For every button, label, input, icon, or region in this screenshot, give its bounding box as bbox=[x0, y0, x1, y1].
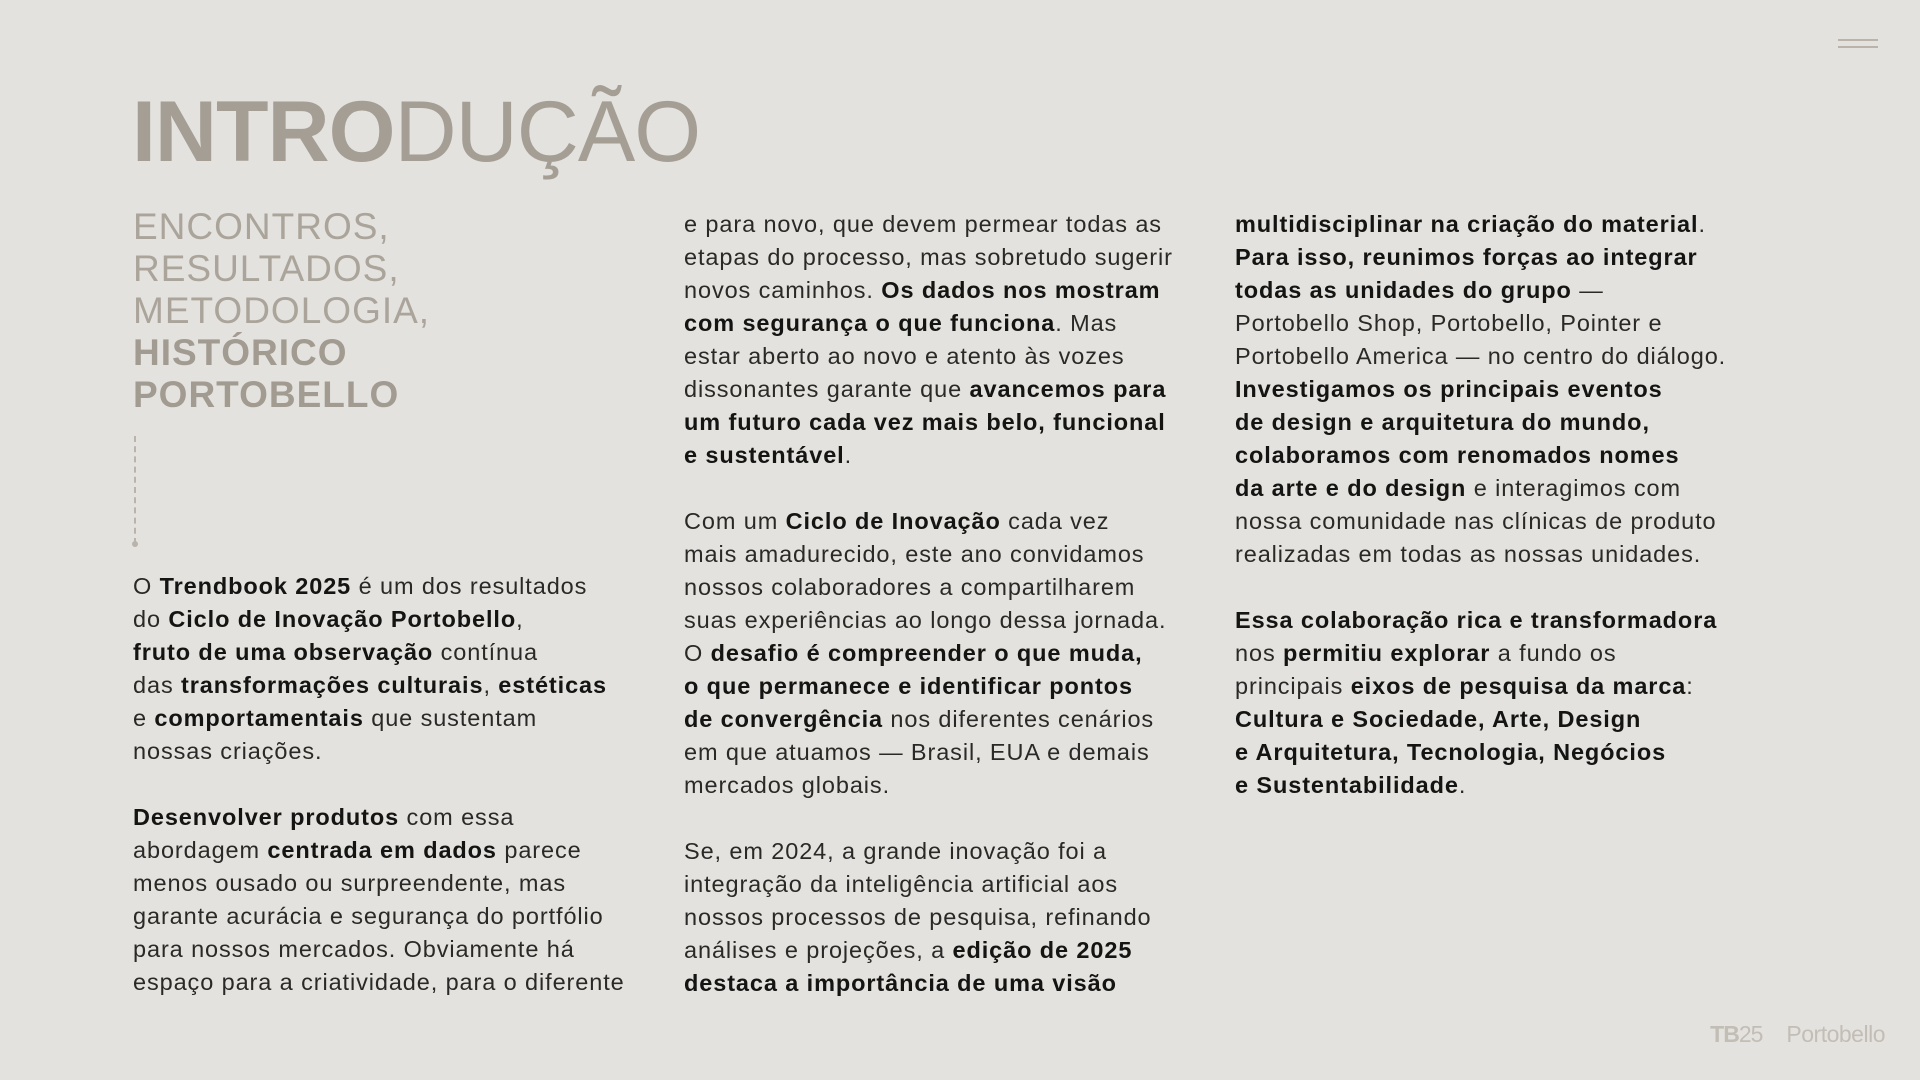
page-title bbox=[132, 82, 700, 182]
text-line bbox=[684, 769, 1204, 802]
text-run: para nossos mercados. Obviamente há bbox=[133, 936, 575, 962]
text-line bbox=[133, 966, 653, 999]
text-run: . bbox=[1458, 772, 1467, 798]
text-emphasis: Ciclo de Inovação bbox=[785, 508, 1001, 534]
text-emphasis: Essa colaboração rica e transformadora bbox=[1235, 607, 1718, 633]
text-emphasis: de design e arquitetura do mundo, bbox=[1235, 409, 1650, 435]
paragraph bbox=[684, 835, 1204, 1000]
text-line bbox=[684, 274, 1204, 307]
text-run: Com um bbox=[684, 508, 786, 534]
text-run: menos ousado ou surpreendente, mas bbox=[133, 870, 566, 896]
text-line bbox=[133, 702, 653, 735]
text-line bbox=[684, 505, 1204, 538]
text-run: Portobello America — no centro do diálogo. bbox=[1235, 343, 1727, 369]
text-emphasis: todas as unidades do grupo bbox=[1235, 277, 1572, 303]
trendbook-code-bold: TB bbox=[1710, 1021, 1739, 1047]
text-emphasis: um futuro cada vez mais belo, funcional bbox=[684, 409, 1166, 435]
text-line bbox=[684, 670, 1204, 703]
text-line bbox=[684, 967, 1204, 1000]
text-run: mercados globais. bbox=[684, 772, 891, 798]
text-line bbox=[133, 801, 653, 834]
text-run: O bbox=[133, 573, 160, 599]
text-run: Portobello Shop, Portobello, Pointer e bbox=[1235, 310, 1663, 336]
trendbook-code bbox=[1710, 1021, 1762, 1048]
paragraph bbox=[133, 570, 653, 768]
text-emphasis: e Arquitetura, Tecnologia, Negócios bbox=[1235, 739, 1667, 765]
text-run: , bbox=[516, 606, 524, 632]
text-run: garante acurácia e segurança do portfólio bbox=[133, 903, 604, 929]
text-run: : bbox=[1686, 673, 1694, 699]
page-title-light: DUÇÃO bbox=[394, 84, 701, 180]
text-run: nos bbox=[1235, 640, 1284, 666]
subtitle-line-bold: HISTÓRICO bbox=[133, 332, 348, 373]
text-emphasis: de convergência bbox=[684, 706, 883, 732]
text-line bbox=[684, 868, 1204, 901]
text-run: em que atuamos — Brasil, EUA e demais bbox=[684, 739, 1150, 765]
text-emphasis: com segurança o que funciona bbox=[684, 310, 1056, 336]
text-line bbox=[1235, 274, 1795, 307]
text-run: com essa bbox=[399, 804, 515, 830]
text-line bbox=[1235, 538, 1795, 571]
brand-logo: Portobello bbox=[1786, 1021, 1885, 1047]
text-line bbox=[1235, 340, 1795, 373]
text-emphasis: colaboramos com renomados nomes bbox=[1235, 442, 1680, 468]
text-emphasis: edição de 2025 bbox=[952, 937, 1133, 963]
text-run: que sustentam bbox=[363, 705, 538, 731]
text-line bbox=[1235, 637, 1795, 670]
text-run: etapas do processo, mas sobretudo sugerir bbox=[684, 244, 1173, 270]
text-line bbox=[133, 636, 653, 669]
text-line bbox=[1235, 307, 1795, 340]
dashed-divider bbox=[134, 436, 136, 544]
text-line bbox=[133, 570, 653, 603]
footer bbox=[1710, 1021, 1885, 1048]
text-run: mais amadurecido, este ano convidamos bbox=[684, 541, 1145, 567]
text-emphasis: da arte e do design bbox=[1235, 475, 1467, 501]
divider-dot bbox=[132, 541, 138, 547]
text-line bbox=[1235, 736, 1795, 769]
text-run: nossos processos de pesquisa, refinando bbox=[684, 904, 1152, 930]
text-run: . bbox=[1698, 211, 1706, 237]
text-emphasis: eixos de pesquisa da marca bbox=[1350, 673, 1687, 699]
text-line bbox=[1235, 373, 1795, 406]
text-run: é um dos resultados bbox=[351, 573, 588, 599]
text-line bbox=[133, 900, 653, 933]
text-run: cada vez bbox=[1000, 508, 1110, 534]
paragraph bbox=[684, 505, 1204, 802]
text-run: estar aberto ao novo e atento às vozes bbox=[684, 343, 1125, 369]
text-line bbox=[133, 933, 653, 966]
text-run: do bbox=[133, 606, 169, 632]
text-line bbox=[1235, 505, 1795, 538]
text-line bbox=[1235, 208, 1795, 241]
text-run: realizadas em todas as nossas unidades. bbox=[1235, 541, 1702, 567]
trendbook-code-year: 25 bbox=[1738, 1021, 1763, 1047]
menu-button[interactable] bbox=[1838, 36, 1880, 52]
text-emphasis: multidisciplinar na criação do material bbox=[1235, 211, 1699, 237]
text-line bbox=[133, 735, 653, 768]
text-line bbox=[1235, 406, 1795, 439]
text-line bbox=[684, 835, 1204, 868]
text-run: nossa comunidade nas clínicas de produto bbox=[1235, 508, 1717, 534]
menu-icon bbox=[1838, 39, 1878, 41]
subtitle-line-bold: PORTOBELLO bbox=[133, 374, 400, 415]
text-line bbox=[684, 703, 1204, 736]
text-emphasis: desafio é compreender o que muda, bbox=[710, 640, 1143, 666]
text-emphasis: Ciclo de Inovação Portobello bbox=[168, 606, 517, 632]
text-emphasis: e Sustentabilidade bbox=[1235, 772, 1459, 798]
text-run: análises e projeções, a bbox=[684, 937, 953, 963]
text-run: nossos colaboradores a compartilharem bbox=[684, 574, 1136, 600]
text-line bbox=[684, 604, 1204, 637]
text-column-1 bbox=[133, 570, 653, 999]
text-emphasis: Desenvolver produtos bbox=[133, 804, 400, 830]
text-run: contínua bbox=[433, 639, 538, 665]
text-run: abordagem bbox=[133, 837, 268, 863]
menu-icon-bar bbox=[1838, 46, 1878, 48]
text-line bbox=[684, 307, 1204, 340]
text-run: principais bbox=[1235, 673, 1351, 699]
text-run: , bbox=[483, 672, 499, 698]
text-emphasis: o que permanece e identificar pontos bbox=[684, 673, 1133, 699]
text-line bbox=[684, 340, 1204, 373]
text-run: — bbox=[1571, 277, 1604, 303]
text-run: parece bbox=[496, 837, 582, 863]
text-line bbox=[684, 637, 1204, 670]
text-line bbox=[684, 538, 1204, 571]
text-emphasis: Os dados nos mostram bbox=[881, 277, 1161, 303]
text-emphasis: estéticas bbox=[498, 672, 607, 698]
text-line bbox=[684, 373, 1204, 406]
page-title-bold: INTRO bbox=[132, 84, 395, 180]
text-run: nossas criações. bbox=[133, 738, 323, 764]
text-line bbox=[133, 867, 653, 900]
paragraph bbox=[684, 208, 1204, 472]
text-emphasis: permitiu explorar bbox=[1283, 640, 1491, 666]
text-line bbox=[684, 934, 1204, 967]
text-line bbox=[684, 736, 1204, 769]
text-run: . Mas bbox=[1055, 310, 1118, 336]
text-run: espaço para a criatividade, para o diferente bbox=[133, 969, 625, 995]
text-run: Se, em 2024, a grande inovação foi a bbox=[684, 838, 1108, 864]
page-subtitle bbox=[133, 206, 573, 416]
text-column-3 bbox=[1235, 208, 1795, 802]
text-line bbox=[1235, 241, 1795, 274]
text-run: das bbox=[133, 672, 182, 698]
text-line bbox=[684, 439, 1204, 472]
text-line bbox=[1235, 472, 1795, 505]
text-run: . bbox=[844, 442, 853, 468]
text-line bbox=[1235, 769, 1795, 802]
text-emphasis: centrada em dados bbox=[267, 837, 497, 863]
text-run: nos diferentes cenários bbox=[882, 706, 1155, 732]
text-emphasis: destaca a importância de uma visão bbox=[684, 970, 1117, 996]
text-emphasis: Para isso, reunimos forças ao integrar bbox=[1235, 244, 1698, 270]
text-line bbox=[684, 406, 1204, 439]
text-line bbox=[684, 208, 1204, 241]
text-line bbox=[1235, 670, 1795, 703]
text-run: integração da inteligência artificial aos bbox=[684, 871, 1119, 897]
text-emphasis: transformações culturais bbox=[181, 672, 484, 698]
text-run: dissonantes garante que bbox=[684, 376, 970, 402]
text-emphasis: fruto de uma observação bbox=[133, 639, 434, 665]
text-run: a fundo os bbox=[1490, 640, 1617, 666]
paragraph bbox=[133, 801, 653, 999]
text-emphasis: Trendbook 2025 bbox=[159, 573, 352, 599]
text-emphasis: Investigamos os principais eventos bbox=[1235, 376, 1663, 402]
text-line bbox=[684, 241, 1204, 274]
text-line bbox=[133, 834, 653, 867]
text-run: novos caminhos. bbox=[684, 277, 882, 303]
subtitle-line: ENCONTROS, bbox=[133, 206, 390, 247]
paragraph bbox=[1235, 604, 1795, 802]
text-line bbox=[133, 603, 653, 636]
text-run: e interagimos com bbox=[1466, 475, 1681, 501]
text-run: suas experiências ao longo dessa jornada. bbox=[684, 607, 1167, 633]
subtitle-line: RESULTADOS, bbox=[133, 248, 400, 289]
text-emphasis: Cultura e Sociedade, Arte, Design bbox=[1235, 706, 1642, 732]
text-column-2 bbox=[684, 208, 1204, 1000]
text-line bbox=[1235, 439, 1795, 472]
text-emphasis: comportamentais bbox=[154, 705, 364, 731]
text-line bbox=[1235, 604, 1795, 637]
text-run: e bbox=[133, 705, 155, 731]
text-line bbox=[133, 669, 653, 702]
text-emphasis: e sustentável bbox=[684, 442, 845, 468]
text-run: O bbox=[684, 640, 711, 666]
text-emphasis: avancemos para bbox=[969, 376, 1167, 402]
text-run: e para novo, que devem permear todas as bbox=[684, 211, 1162, 237]
subtitle-line: METODOLOGIA, bbox=[133, 290, 431, 331]
text-line bbox=[684, 901, 1204, 934]
paragraph bbox=[1235, 208, 1795, 571]
text-line bbox=[684, 571, 1204, 604]
text-line bbox=[1235, 703, 1795, 736]
